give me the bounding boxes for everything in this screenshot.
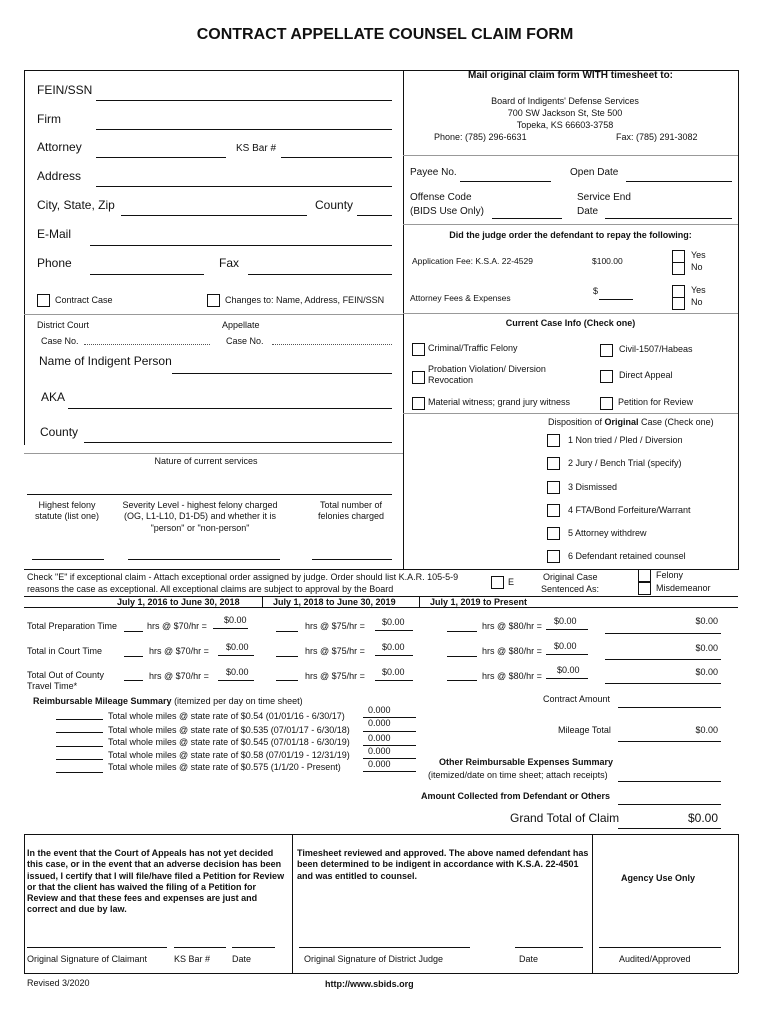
changes-label: Changes to: Name, Address, FEIN/SSN [225,295,385,305]
divider [546,629,588,630]
audited-field[interactable] [599,947,721,948]
other-expenses-sub: (itemized/date on time sheet; attach receipts) [428,770,608,780]
probation-checkbox[interactable] [412,371,425,384]
divider [403,155,738,156]
aka-label: AKA [41,390,66,404]
highest-felony-field[interactable] [32,559,104,560]
time-row-rate-3: hrs @ $80/hr = [482,646,542,656]
disposition-4-checkbox[interactable] [547,504,560,517]
severity-label: Severity Level - highest felony charged (OG, L1-L10, D1-D5) and whether it is "person" or "non-person" [122,500,278,533]
time-row-label: Total Preparation Time [27,621,118,631]
claimant-ksbar-field[interactable] [174,947,226,948]
atty-fees-field[interactable] [599,299,633,300]
divider [605,659,721,660]
email-label: E-Mail [37,227,72,241]
offense-code-label: Offense Code [410,192,472,203]
time-row-total: $0.00 [695,667,718,677]
divider [738,834,739,973]
sig-claimant-label: Original Signature of Claimant [27,954,148,964]
disposition-6-checkbox[interactable] [547,550,560,563]
exceptional-e-checkbox[interactable] [491,576,504,589]
firm-field[interactable] [96,129,392,130]
time-row-rate-1: hrs @ $70/hr = [147,621,207,631]
divider [363,771,416,772]
time-row-value-2: $0.00 [382,642,405,652]
mileage-miles-field[interactable] [56,746,103,747]
period-1: July 1, 2016 to June 30, 2018 [117,597,240,607]
civil-label: Civil-1507/Habeas [619,344,693,354]
contract-amount-field[interactable] [618,707,721,708]
divider [24,453,403,454]
mileage-row-label: Total whole miles @ state rate of $0.58 (07/01/19 - 12/31/19) [108,750,350,760]
bids-use-label: (BIDS Use Only) [410,206,484,217]
collected-field[interactable] [618,804,721,805]
divider [403,413,738,414]
county-field[interactable] [357,215,392,216]
time-row-value-2: $0.00 [382,617,405,627]
mileage-row-label: Total whole miles @ state rate of $0.535 (07/01/17 - 6/30/18) [108,725,350,735]
claimant-certify-text: In the event that the Court of Appeals has not yet decided this case, or in the event that an adverse decision has been issued, I certify that I will file/have filed a Petition for Review or that the client has waived the filing of a Petition for Review and that these fees and expenses are just and correct and due by law. [27,848,285,915]
time-row-hours-3[interactable] [447,656,477,657]
time-row-hours-2[interactable] [276,656,298,657]
divider [375,655,413,656]
divider [546,654,588,655]
divider [618,828,721,829]
mileage-miles-field[interactable] [56,772,103,773]
mileage-total-value: $0.00 [695,725,718,735]
sig-audited-label: Audited/Approved [619,954,691,964]
changes-checkbox[interactable] [207,294,220,307]
time-row-value-3: $0.00 [557,665,580,675]
city-field[interactable] [121,215,307,216]
collected-label: Amount Collected from Defendant or Others [421,791,611,801]
divider [24,973,738,974]
misdemeanor-checkbox[interactable] [638,582,651,595]
divider [213,628,248,629]
time-row-value-3: $0.00 [554,641,577,651]
atty-fees-label: Attorney Fees & Expenses [410,293,511,303]
ksbar-label: KS Bar # [236,143,277,154]
disposition-2-checkbox[interactable] [547,457,560,470]
address-label: Address [37,169,82,183]
fax-label: Fax [219,256,240,270]
divider [24,607,738,608]
district-case-no-field[interactable] [84,344,210,345]
other-expenses-field[interactable] [618,781,721,782]
time-row-hours-2[interactable] [276,631,298,632]
petition-checkbox[interactable] [600,397,613,410]
divider [292,834,293,973]
app-fee-amount: $100.00 [592,256,623,266]
mileage-total-label: Mileage Total [558,725,611,735]
sig-ksbar-label: KS Bar # [174,954,211,964]
nature-field[interactable] [27,494,392,495]
ksbar-field[interactable] [281,157,392,158]
claimant-date-field[interactable] [232,947,275,948]
county-label: County [315,198,354,212]
criminal-label: Criminal/Traffic Felony [428,343,518,353]
divider [375,630,413,631]
time-row-rate-2: hrs @ $75/hr = [305,646,365,656]
time-row-rate-3: hrs @ $80/hr = [482,671,542,681]
divider [218,680,254,681]
divider [403,224,738,225]
atty-fees-no-label: No [691,297,703,307]
time-row-value-1: $0.00 [226,667,249,677]
divider [419,597,420,607]
mileage-row-value: 0.000 [368,746,391,756]
time-row-label: Total in Court Time [27,646,103,656]
indigent-label: Name of Indigent Person [39,354,172,368]
sentenced-as-label: Sentenced As: [541,584,600,594]
attorney-label: Attorney [37,140,82,154]
county2-field[interactable] [84,442,392,443]
phone-label: Phone [37,256,72,270]
divider [605,633,721,634]
time-row-hours-1[interactable] [124,631,143,632]
disposition-1-label: 1 Non tried / Pled / Diversion [568,435,683,445]
mail-line2: 700 SW Jackson St, Ste 500 [507,108,623,118]
atty-fees-dollar: $ [593,286,599,296]
app-fee-yes-label: Yes [691,250,706,260]
city-label: City, State, Zip [37,198,115,212]
payee-field[interactable] [460,181,551,182]
disposition-1-checkbox[interactable] [547,434,560,447]
divider [618,741,721,742]
contract-case-checkbox[interactable] [37,294,50,307]
total-felonies-label: Total number of felonies charged [317,500,385,522]
divider [605,683,721,684]
grand-total-value: $0.00 [687,811,718,825]
mail-heading: Mail original claim form WITH timesheet to: [467,70,674,81]
open-date-label: Open Date [570,167,619,178]
disposition-2-label: 2 Jury / Bench Trial (specify) [568,458,682,468]
mileage-row-label: Total whole miles @ state rate of $0.575 (1/1/20 - Present) [108,762,341,772]
phone-field[interactable] [90,274,204,275]
mail-line1: Board of Indigents' Defense Services [491,96,639,106]
nature-label: Nature of current services [154,456,258,466]
total-felonies-field[interactable] [312,559,392,560]
mileage-row-value: 0.000 [368,759,391,769]
divider [592,834,593,973]
time-row-hours-3[interactable] [447,631,477,632]
time-row-rate-1: hrs @ $70/hr = [149,671,209,681]
mail-line3: Topeka, KS 66603-3758 [516,120,614,130]
mileage-row-value: 0.000 [368,718,391,728]
service-end-date-label: Date [577,206,599,217]
fein-label: FEIN/SSN [37,83,93,97]
offense-code-field[interactable] [492,218,562,219]
indigent-field[interactable] [172,373,392,374]
exceptional-text-2: reasons the case as exceptional. All exceptional claims are subject to approval by the Board [27,584,394,594]
divider [24,834,25,973]
time-row-rate-2: hrs @ $75/hr = [305,621,365,631]
sig-date-label: Date [232,954,252,964]
atty-fees-no-checkbox[interactable] [672,297,685,310]
time-row-rate-1: hrs @ $70/hr = [149,646,209,656]
time-row-value-2: $0.00 [382,667,405,677]
direct-appeal-checkbox[interactable] [600,370,613,383]
mileage-miles-field[interactable] [56,732,103,733]
period-2: July 1, 2018 to June 30, 2019 [273,597,396,607]
mileage-row-label: Total whole miles @ state rate of $0.545 (07/01/18 - 6/30/19) [108,737,350,747]
fein-field[interactable] [96,100,392,101]
divider [24,569,738,570]
time-row-value-3: $0.00 [554,616,577,626]
divider [375,680,413,681]
appellate-case-no-field[interactable] [272,344,392,345]
agency-use-label: Agency Use Only [621,873,696,883]
mail-phone: Phone: (785) 296-6631 [434,132,527,142]
divider [262,597,263,607]
district-court-label: District Court [37,320,90,330]
revised-label: Revised 3/2020 [27,978,90,988]
divider [24,314,403,315]
divider [546,678,588,679]
service-end-field[interactable] [605,218,732,219]
time-row-value-1: $0.00 [226,642,249,652]
direct-appeal-label: Direct Appeal [619,370,673,380]
time-row-value-1: $0.00 [224,615,247,625]
firm-label: Firm [37,112,61,126]
aka-field[interactable] [68,408,392,409]
divider [403,313,738,314]
judge-certify-text: Timesheet reviewed and approved. The above named defendant has been determined to be indigent in accordance with K.S.A. 22-4501 and was entitled to counsel. [297,848,589,881]
mileage-miles-field[interactable] [56,719,103,720]
misdemeanor-label: Misdemeanor [656,583,711,593]
felony-label: Felony [656,570,684,580]
time-row-total: $0.00 [695,616,718,626]
appellate-label: Appellate [222,320,260,330]
page-title: CONTRACT APPELLATE COUNSEL CLAIM FORM [196,26,574,43]
open-date-field[interactable] [626,181,732,182]
fax-field[interactable] [248,274,392,275]
email-field[interactable] [90,245,392,246]
service-end-label: Service End [577,192,631,203]
highest-felony-label: Highest felony statute (list one) [34,500,100,522]
petition-label: Petition for Review [618,397,694,407]
mileage-miles-field[interactable] [56,759,103,760]
time-row-hours-2[interactable] [276,680,298,681]
divider [218,655,254,656]
atty-fees-yes-label: Yes [691,285,706,295]
app-fee-label: Application Fee: K.S.A. 22-4529 [412,256,533,266]
exceptional-text-1: Check "E" if exceptional claim - Attach exceptional order assigned by judge. Order should list K.A.R. 105-5-9 [27,572,459,582]
time-row-hours-1[interactable] [124,680,143,681]
judge-date-field[interactable] [515,947,583,948]
mail-fax: Fax: (785) 291-3082 [616,132,698,142]
footer-url[interactable]: http://www.sbids.org [325,979,414,989]
frame-left [24,70,25,445]
county2-label: County [40,425,79,439]
appellate-case-no-label: Case No. [226,336,264,346]
disposition-3-label: 3 Dismissed [568,482,618,492]
grand-total-label: Grand Total of Claim [510,811,620,825]
disposition-heading: Disposition of Original Case (Check one) [548,417,714,427]
mileage-row-value: 0.000 [368,705,391,715]
contract-case-label: Contract Case [55,295,113,305]
felony-checkbox[interactable] [638,569,651,582]
civil-checkbox[interactable] [600,344,613,357]
mileage-heading: Reimbursable Mileage Summary (itemized per day on time sheet) [33,696,303,706]
mileage-row-value: 0.000 [368,733,391,743]
mileage-row-label: Total whole miles @ state rate of $0.54 (01/01/16 - 6/30/17) [108,711,345,721]
repay-heading: Did the judge order the defendant to repay the following: [449,230,692,240]
judge-signature-field[interactable] [299,947,470,948]
time-row-rate-2: hrs @ $75/hr = [305,671,365,681]
probation-label: Probation Violation/ Diversion Revocation [428,364,546,386]
district-case-no-label: Case No. [41,336,79,346]
time-row-hours-3[interactable] [447,680,477,681]
sig-date2-label: Date [519,954,539,964]
time-row-rate-3: hrs @ $80/hr = [482,621,542,631]
address-field[interactable] [96,186,392,187]
time-row-total: $0.00 [695,643,718,653]
sig-judge-label: Original Signature of District Judge [304,954,444,964]
claimant-signature-field[interactable] [27,947,167,948]
current-case-heading: Current Case Info (Check one) [505,318,636,328]
period-3: July 1, 2019 to Present [430,597,528,607]
disposition-5-checkbox[interactable] [547,527,560,540]
attorney-field[interactable] [96,157,226,158]
app-fee-no-label: No [691,262,703,272]
other-expenses-heading: Other Reimbursable Expenses Summary [439,757,614,767]
disposition-3-checkbox[interactable] [547,481,560,494]
disposition-6-label: 6 Defendant retained counsel [568,551,686,561]
payee-label: Payee No. [410,167,457,178]
frame-right [738,70,739,570]
material-label: Material witness; grand jury witness [428,397,571,407]
severity-field[interactable] [128,559,280,560]
time-row-hours-1[interactable] [124,656,143,657]
divider [363,731,416,732]
original-case-label: Original Case [543,572,598,582]
time-row-label: Total Out of County Travel Time* [27,670,105,692]
exceptional-e-label: E [508,577,515,587]
app-fee-no-checkbox[interactable] [672,262,685,275]
disposition-4-label: 4 FTA/Bond Forfeiture/Warrant [568,505,691,515]
divider [24,834,738,835]
material-checkbox[interactable] [412,397,425,410]
criminal-checkbox[interactable] [412,343,425,356]
disposition-5-label: 5 Attorney withdrew [568,528,647,538]
contract-amount-label: Contract Amount [543,694,611,704]
